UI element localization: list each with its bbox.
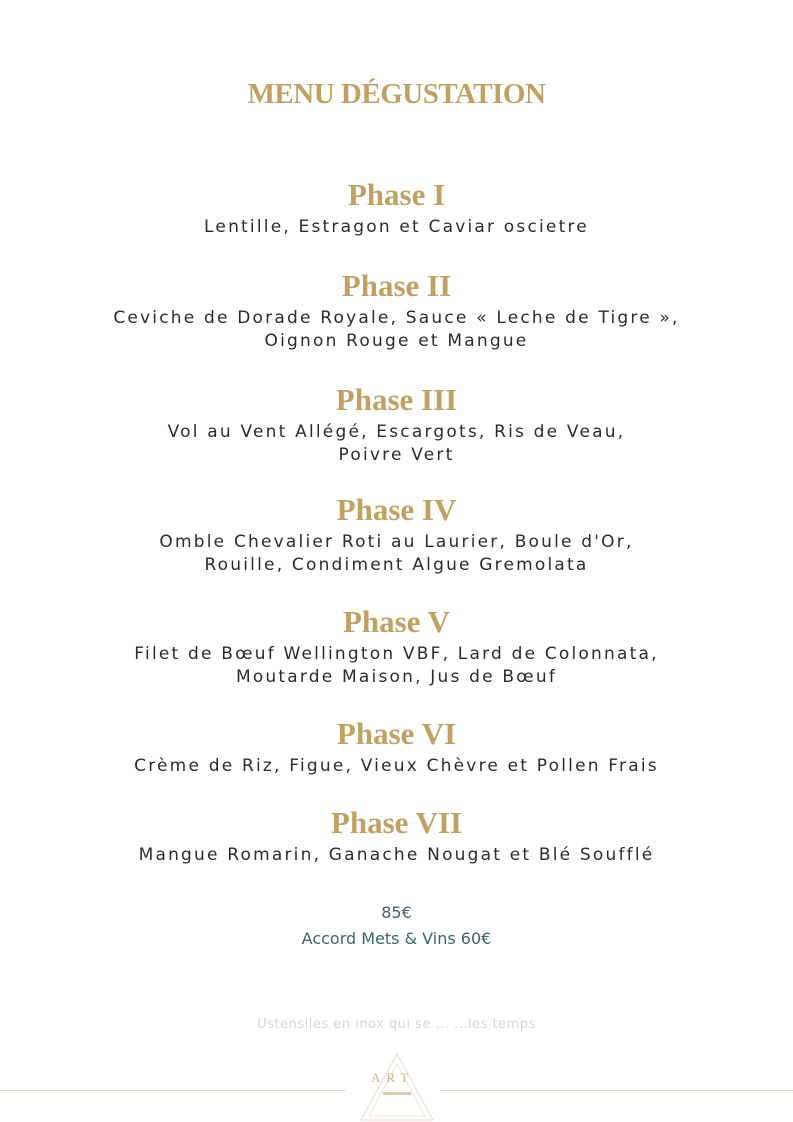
phase-7 [0,804,793,867]
phase-title: Phase II [341,268,452,303]
phase-description-line-1: Lentille, Estragon et Caviar oscietre [204,217,589,237]
restaurant-logo [355,1050,439,1122]
phase-description-line-1: Ceviche de Dorade Royale, Sauce « Leche de Tigre », [113,308,680,328]
phase-6 [0,715,793,778]
phase-title: Phase V [342,604,451,639]
phase-1 [0,176,793,239]
phase-description-line-1: Omble Chevalier Roti au Laurier, Boule d'Or, [159,532,634,552]
phase-title: Phase I [347,177,446,212]
phase-title: Phase IV [336,492,457,527]
footer-note: Ustensiles en inox qui se ... ...les temps [257,1017,536,1032]
phase-title: Phase VI [336,716,457,751]
phase-description-line-1: Vol au Vent Allégé, Escargots, Ris de Veau, [167,422,626,442]
phase-3 [0,381,793,467]
phase-description-line-1: Filet de Bœuf Wellington VBF, Lard de Colonnata, [134,644,659,664]
phase-2 [0,267,793,353]
logo-text: ART [371,1070,415,1085]
footer-divider-right [440,1090,793,1091]
price-block [0,900,793,952]
phase-description-line-1: Crème de Riz, Figue, Vieux Chèvre et Pollen Frais [134,756,659,776]
phase-description-line-2: Poivre Vert [338,445,455,465]
menu-price: 85€ [381,903,412,922]
phase-description-line-2: Rouille, Condiment Algue Gremolata [204,555,589,575]
menu-title: MENU DÉGUSTATION [247,78,546,110]
phase-description-line-2: Moutarde Maison, Jus de Bœuf [235,667,558,687]
footer-divider-left [0,1090,345,1091]
phase-description-line-2: Oignon Rouge et Mangue [264,331,529,351]
phase-5 [0,603,793,689]
phase-description-line-1: Mangue Romarin, Ganache Nougat et Blé Soufflé [138,845,655,865]
logo-tagline [383,1092,411,1095]
phase-title: Phase VII [330,805,463,840]
wine-pairing-price: Accord Mets & Vins 60€ [301,929,492,948]
phase-4 [0,491,793,577]
phase-title: Phase III [335,382,458,417]
